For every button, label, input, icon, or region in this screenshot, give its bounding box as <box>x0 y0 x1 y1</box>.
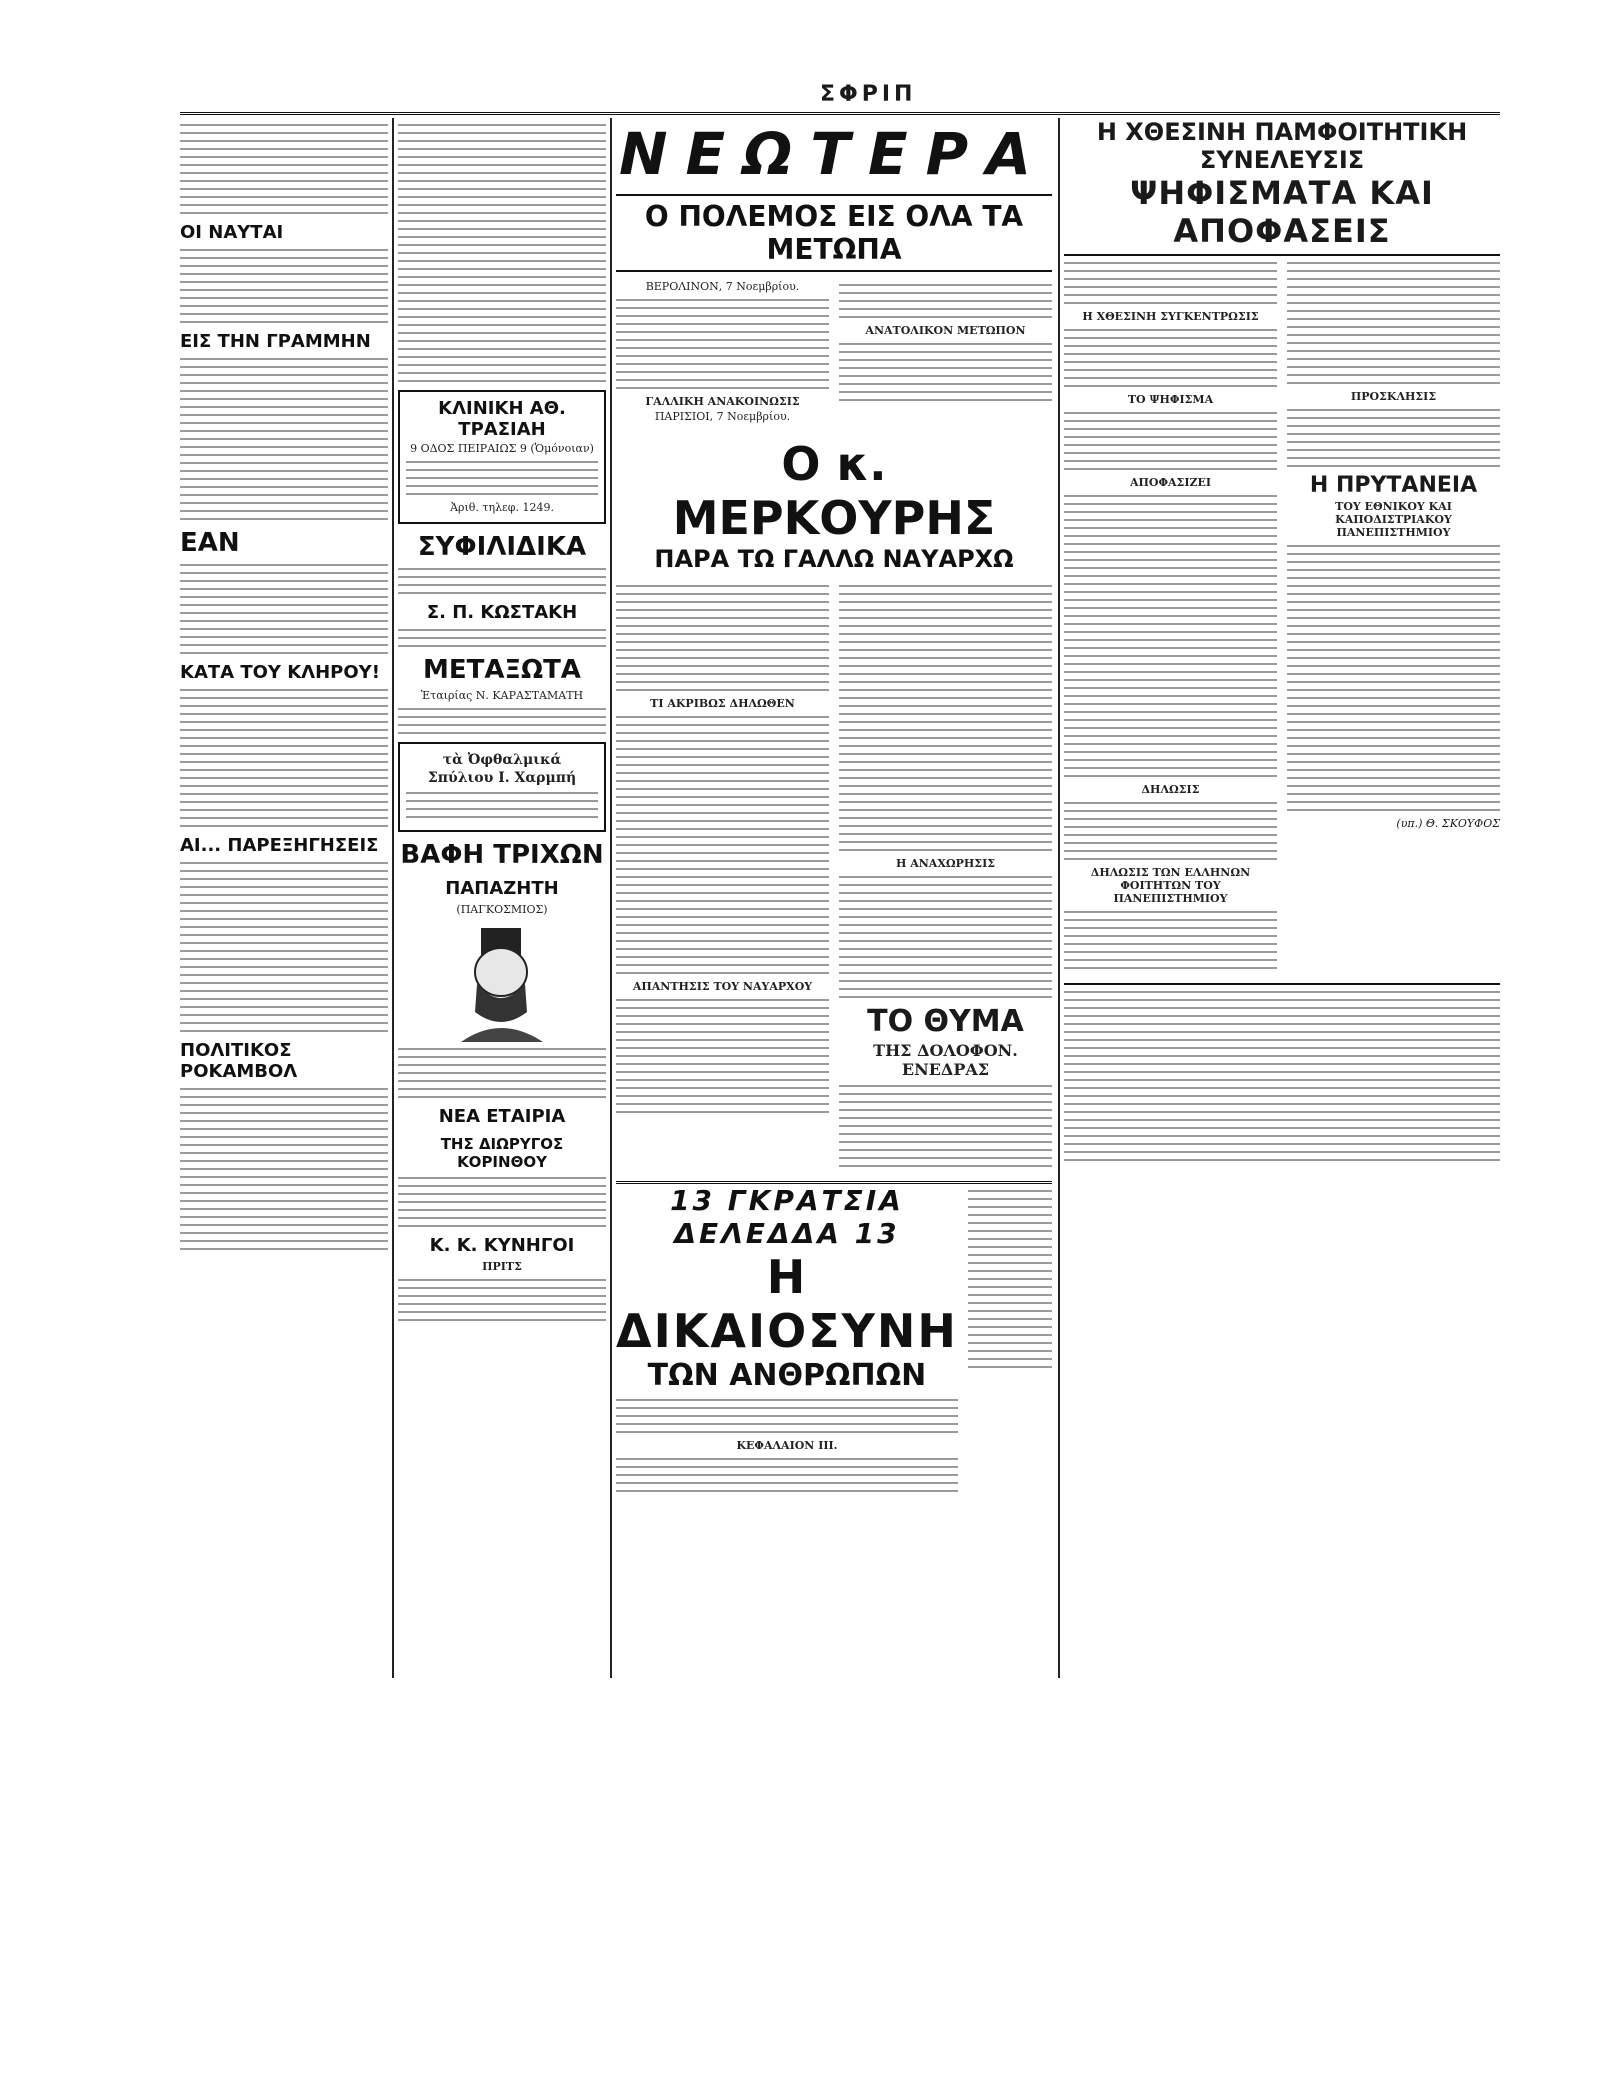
text-block <box>180 564 388 654</box>
serial-subtitle: ΤΩΝ ΑΝΘΡΩΠΩΝ <box>647 1358 927 1393</box>
ad-kynigoi-sub: ΠΡΙΤΣ <box>482 1260 522 1273</box>
ad-klinik-title: ΚΛΙΝΙΚΗ ΑΘ. ΤΡΑΣΙΑΗ <box>438 398 566 440</box>
ad-metaxota-sub: Ἑταιρίας Ν. ΚΑΡΑΣΤΑΜΑΤΗ <box>420 689 584 702</box>
text-block <box>839 585 1052 851</box>
subhead-dilosis-foititon: ΔΗΛΩΣΙΣ ΤΩΝ ΕΛΛΗΝΩΝ ΦΟΙΤΗΤΩΝ ΤΟΥ ΠΑΝΕΠΙΣΤΗΜΙΟΥ <box>1090 866 1251 905</box>
subhead-dilosis: ΔΗΛΩΣΙΣ <box>1141 783 1200 796</box>
column-1 <box>180 118 388 1256</box>
serial-title: Η ΔΙΚΑΙΟΣΥΝΗ <box>616 1250 958 1358</box>
column-center <box>616 118 1052 1498</box>
text-block <box>1064 495 1277 777</box>
ad-ofthalmika-title: τὰ Ὀφθαλμικά <box>442 752 562 768</box>
headline-rokambol: ΠΟΛΙΤΙΚΟΣ ΡΟΚΑΜΒΟΛ <box>180 1040 298 1082</box>
ad-klinik-address: 9 ΟΔΟΣ ΠΕΙΡΑΙΩΣ 9 (Ὁμόνοιαν) <box>410 442 594 455</box>
ad-papazi: ΠΑΠΑΖΗΤΗ <box>445 878 559 899</box>
subhead-ti-akrivos: ΤΙ ΑΚΡΙΒΩΣ ΔΗΛΩΘΕΝ <box>650 697 795 710</box>
text-block <box>616 299 829 389</box>
text-block <box>398 1177 606 1227</box>
ad-kynigoi: Κ. Κ. ΚΥΝΗΓΟΙ <box>429 1235 575 1256</box>
headline-grammi: ΕΙΣ ΤΗΝ ΓΡΑΜΜΗΝ <box>180 331 371 352</box>
column-divider <box>1058 118 1060 1678</box>
column-5 <box>1064 118 1500 1167</box>
text-block <box>1287 409 1500 467</box>
ad-syfilidika: ΣΥΦΙΛΙΔΙΚΑ <box>417 532 587 562</box>
text-block <box>398 708 606 734</box>
portrait-illustration <box>447 922 557 1042</box>
dateline-berolinon: ΒΕΡΟΛΙΝΟΝ, 7 Νοεμβρίου. <box>645 280 800 293</box>
section-divider <box>1064 983 1500 985</box>
text-block <box>968 1190 1052 1368</box>
ad-ofthalmika <box>398 742 606 832</box>
text-block <box>180 358 388 520</box>
page-frame <box>180 78 1500 2058</box>
serial-chapter: ΚΕΦΑΛΑΙΟΝ ΙΙΙ. <box>736 1439 838 1452</box>
ad-vafi: ΒΑΦΗ ΤΡΙΧΩΝ <box>400 840 604 870</box>
text-block <box>1064 262 1277 304</box>
text-block <box>406 792 598 818</box>
signature: (υπ.) Θ. ΣΚΟΥΦΟΣ <box>1396 817 1500 830</box>
headline-prytaneia: Η ΠΡΥΤΑΝΕΙΑ <box>1309 473 1478 498</box>
subhead-prosklisis: ΠΡΟΣΚΛΗΣΙΣ <box>1350 390 1437 403</box>
headline-naytai: ΟΙ ΝΑΥΤΑΙ <box>180 222 284 243</box>
text-block <box>398 629 606 647</box>
text-block <box>839 1085 1052 1167</box>
subhead-apantisis: ΑΠΑΝΤΗΣΙΣ ΤΟΥ ΝΑΥΑΡΧΟΥ <box>632 980 813 993</box>
text-block <box>1064 412 1277 470</box>
headline-gallo: ΠΑΡΑ ΤΩ ΓΑΛΛΩ ΝΑΥΑΡΧΩ <box>654 545 1014 573</box>
two-column-block <box>1064 256 1500 975</box>
ad-papazi-sub: (ΠΑΓΚΟΣΜΙΟΣ) <box>456 903 548 916</box>
text-block <box>180 124 388 214</box>
headline-ean: ΕΑΝ <box>180 528 240 558</box>
headline-psifismata: ΨΗΦΙΣΜΑΤΑ ΚΑΙ ΑΠΟΦΑΣΕΙΣ <box>1064 174 1500 256</box>
text-block <box>180 249 388 323</box>
subhead-anaxorisis: Η ΑΝΑΧΩΡΗΣΙΣ <box>895 857 996 870</box>
text-block <box>398 1048 606 1098</box>
text-block <box>839 876 1052 998</box>
dateline-parisioi: ΠΑΡΙΣΙΟΙ, 7 Νοεμβρίου. <box>654 410 791 423</box>
text-block <box>1287 262 1500 384</box>
column-divider <box>610 118 612 1678</box>
headline-prytaneia-sub: ΤΟΥ ΕΘΝΙΚΟΥ ΚΑΙ ΚΑΠΟΔΙΣΤΡΙΑΚΟΥ ΠΑΝΕΠΙΣΤΗΜΙΟΥ <box>1335 500 1452 539</box>
column-divider <box>392 118 394 1678</box>
subhead-syngentrosis: Η ΧΘΕΣΙΝΗ ΣΥΓΚΕΝΤΡΩΣΙΣ <box>1082 310 1259 323</box>
ad-ofthalmika-name: Σπύλιου Ι. Χαρμπή <box>427 770 577 786</box>
headline-thyma: ΤΟ ΘΥΜΑ <box>867 1004 1024 1039</box>
ad-metaxota: ΜΕΤΑΞΩΤΑ <box>423 655 581 685</box>
column-2 <box>398 118 606 1327</box>
text-block <box>839 343 1052 401</box>
ad-nea-etairia: ΝΕΑ ΕΤΑΙΡΙΑ <box>438 1106 566 1127</box>
text-block <box>406 461 598 495</box>
ad-klinik-phone: Ἀριθ. τηλεφ. 1249. <box>450 501 554 514</box>
headline-parexigiseis: ΑΙ... ΠΑΡΕΞΗΓΗΣΕΙΣ <box>180 835 379 856</box>
text-block <box>1287 545 1500 811</box>
headline-synelefsis: Η ΧΘΕΣΙΝΗ ΠΑΜΦΟΙΤΗΤΙΚΗ ΣΥΝΕΛΕΥΣΙΣ <box>1096 118 1468 174</box>
headline-klirou: ΚΑΤΑ ΤΟΥ ΚΛΗΡΟΥ! <box>180 662 380 683</box>
serial-block <box>616 1184 1052 1498</box>
ad-diorygos: ΤΗΣ ΔΙΩΡΥΓΟΣ ΚΟΡΙΝΘΟΥ <box>440 1135 564 1171</box>
subhead-anatoliko: ΑΝΑΤΟΛΙΚΟΝ ΜΕΤΩΠΟΝ <box>865 324 1026 337</box>
text-block <box>1064 911 1277 969</box>
text-block <box>398 124 606 382</box>
text-block <box>180 1088 388 1250</box>
two-column-block <box>616 278 1052 425</box>
headline-polemos: Ο ΠΟΛΕΜΟΣ ΕΙΣ ΟΛΑ ΤΑ ΜΕΤΩΠΑ <box>616 194 1052 272</box>
text-block <box>616 1399 958 1433</box>
page-title: ΣΦΡΙΠ <box>820 82 917 107</box>
serial-author: 13 ΓΚΡΑΤΣΙΑ ΔΕΛΕΔΔΑ 13 <box>670 1184 904 1250</box>
text-block <box>616 1458 958 1492</box>
text-block <box>398 1279 606 1321</box>
ad-kostaki: Σ. Π. ΚΩΣΤΑΚΗ <box>426 602 578 623</box>
subhead-psifisma: ΤΟ ΨΗΦΙΣΜΑ <box>1127 393 1214 406</box>
two-column-block <box>616 579 1052 1173</box>
banner-neotera: ΝΕΩΤΕΡΑ <box>618 120 1050 188</box>
text-block <box>180 689 388 827</box>
headline-dolofonou: ΤΗΣ ΔΟΛΟΦΟΝ. ΕΝΕΔΡΑΣ <box>873 1041 1018 1079</box>
subhead-gallikh: ΓΑΛΛΙΚΗ ΑΝΑΚΟΙΝΩΣΙΣ <box>645 395 800 408</box>
text-block <box>1064 329 1277 387</box>
ad-klinik <box>398 390 606 524</box>
text-block <box>839 284 1052 318</box>
text-block <box>616 585 829 691</box>
text-block <box>616 716 829 974</box>
text-block <box>1064 802 1277 860</box>
headline-merkouris: Ο κ. ΜΕΡΚΟΥΡΗΣ <box>672 437 996 545</box>
masthead <box>180 78 1500 115</box>
text-block <box>1064 991 1500 1161</box>
subhead-apofasizei: ΑΠΟΦΑΣΙΖΕΙ <box>1129 476 1212 489</box>
text-block <box>180 862 388 1032</box>
text-block <box>398 568 606 594</box>
text-block <box>616 999 829 1113</box>
